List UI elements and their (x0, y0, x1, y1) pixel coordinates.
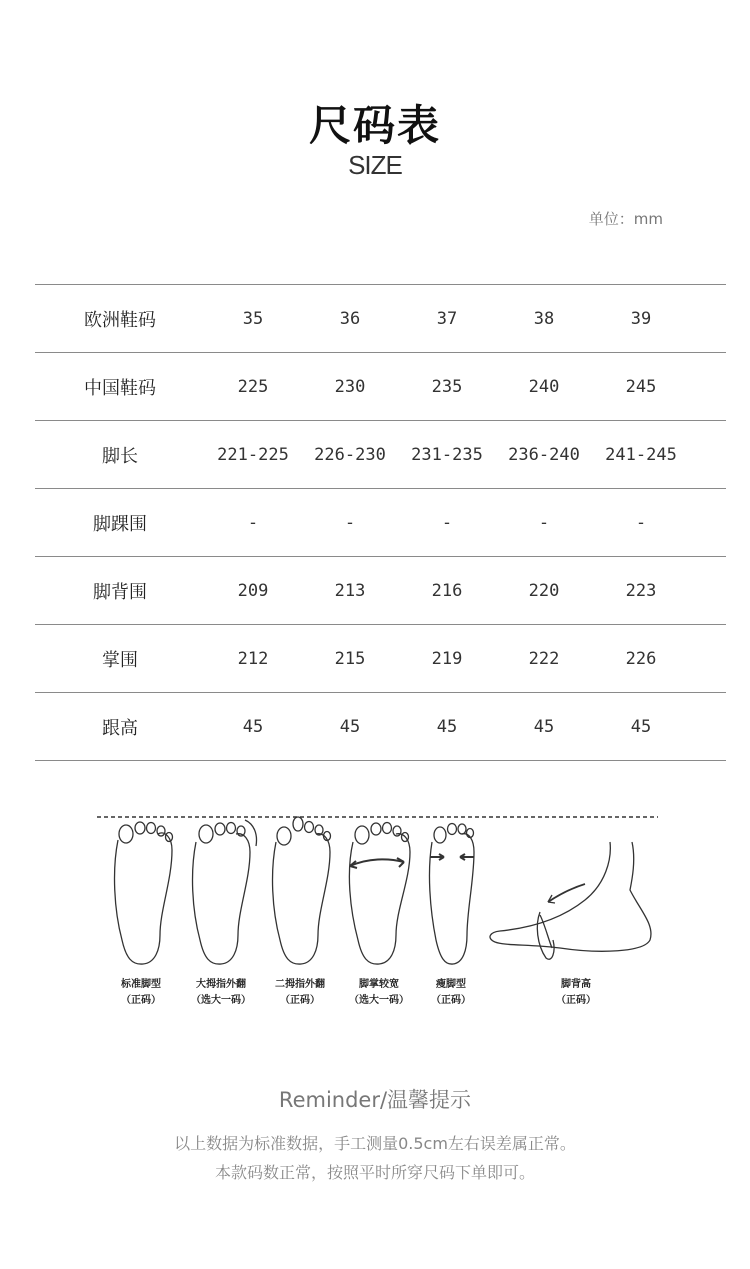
foot-type-advice: （选大一码） (191, 995, 251, 1006)
foot-type-advice: （选大一码） (349, 995, 409, 1006)
wide-foot-drawing (349, 823, 410, 965)
table-cell: 220 (528, 580, 560, 601)
foot-type-advice: （正码） (556, 995, 596, 1006)
foot-type-name: 大拇指外翻 (196, 979, 246, 990)
table-row (35, 624, 726, 692)
table-row (35, 352, 726, 420)
high-instep-foot-drawing (490, 842, 651, 959)
table-cell: 240 (528, 376, 560, 397)
foot-type-advice: （正码） (121, 995, 161, 1006)
table-row (35, 692, 726, 761)
foot-type-name: 二拇指外翻 (275, 979, 325, 990)
size-table (35, 284, 726, 761)
table-cell: 38 (533, 308, 555, 329)
table-cell: 245 (625, 376, 657, 397)
table-cell: 209 (237, 580, 269, 601)
table-cell: - (247, 512, 259, 533)
table-cell: 241-245 (605, 444, 677, 465)
table-cell: 226 (625, 648, 657, 669)
table-cell: 45 (630, 716, 652, 737)
row-label: 中国鞋码 (84, 377, 156, 399)
foot-type-caption (406, 977, 496, 1009)
table-cell: 35 (242, 308, 264, 329)
foot-type-advice: （正码） (280, 995, 320, 1006)
table-cell: 39 (630, 308, 652, 329)
row-label: 欧洲鞋码 (84, 309, 156, 331)
standard-foot-drawing (115, 822, 173, 964)
page-subtitle: SIZE (348, 150, 402, 180)
row-label: 脚长 (102, 445, 138, 467)
table-cell: 213 (334, 580, 366, 601)
foot-type-caption (255, 977, 345, 1009)
table-cell: 36 (339, 308, 361, 329)
table-cell: 221-225 (217, 444, 289, 465)
reminder-line-2: 本款码数正常，按照平时所穿尺码下单即可。 (214, 1163, 535, 1182)
row-label: 脚背围 (93, 581, 147, 603)
table-cell: 236-240 (508, 444, 580, 465)
unit-label: 单位：mm (588, 210, 663, 228)
foot-type-illustration (0, 800, 750, 1030)
reminder-title: Reminder/温馨提示 (278, 1088, 472, 1112)
table-row (35, 420, 726, 488)
table-cell: 45 (339, 716, 361, 737)
table-cell: - (441, 512, 453, 533)
table-row (35, 488, 726, 556)
row-label: 跟高 (102, 717, 138, 739)
table-cell: - (344, 512, 356, 533)
table-cell: 37 (436, 308, 458, 329)
table-cell: - (635, 512, 647, 533)
foot-type-caption (176, 977, 266, 1009)
table-cell: 45 (533, 716, 555, 737)
table-row (35, 556, 726, 624)
table-cell: 222 (528, 648, 560, 669)
foot-type-name: 脚掌较宽 (359, 979, 399, 990)
row-label: 掌围 (102, 649, 138, 671)
second-toe-valgus-foot-drawing (273, 817, 331, 964)
table-cell: 223 (625, 580, 657, 601)
foot-type-name: 瘦脚型 (436, 979, 466, 990)
page-title: 尺码表 (308, 101, 441, 150)
table-cell: 45 (242, 716, 264, 737)
table-cell: 45 (436, 716, 458, 737)
foot-type-advice: （正码） (431, 995, 471, 1006)
table-row (35, 284, 726, 352)
foot-type-caption (531, 977, 621, 1009)
table-cell: - (538, 512, 550, 533)
table-cell: 219 (431, 648, 463, 669)
foot-type-caption (96, 977, 186, 1009)
foot-type-name: 脚背高 (561, 979, 591, 990)
table-cell: 230 (334, 376, 366, 397)
reminder-line-1: 以上数据为标准数据，手工测量0.5cm左右误差属正常。 (174, 1134, 576, 1153)
table-cell: 226-230 (314, 444, 386, 465)
row-label: 脚踝围 (93, 513, 147, 535)
foot-type-name: 标准脚型 (121, 979, 161, 990)
table-cell: 235 (431, 376, 463, 397)
table-cell: 225 (237, 376, 269, 397)
table-cell: 231-235 (411, 444, 483, 465)
table-cell: 212 (237, 648, 269, 669)
thin-foot-drawing (429, 824, 474, 965)
big-toe-valgus-foot-drawing (193, 820, 257, 964)
table-cell: 215 (334, 648, 366, 669)
table-cell: 216 (431, 580, 463, 601)
